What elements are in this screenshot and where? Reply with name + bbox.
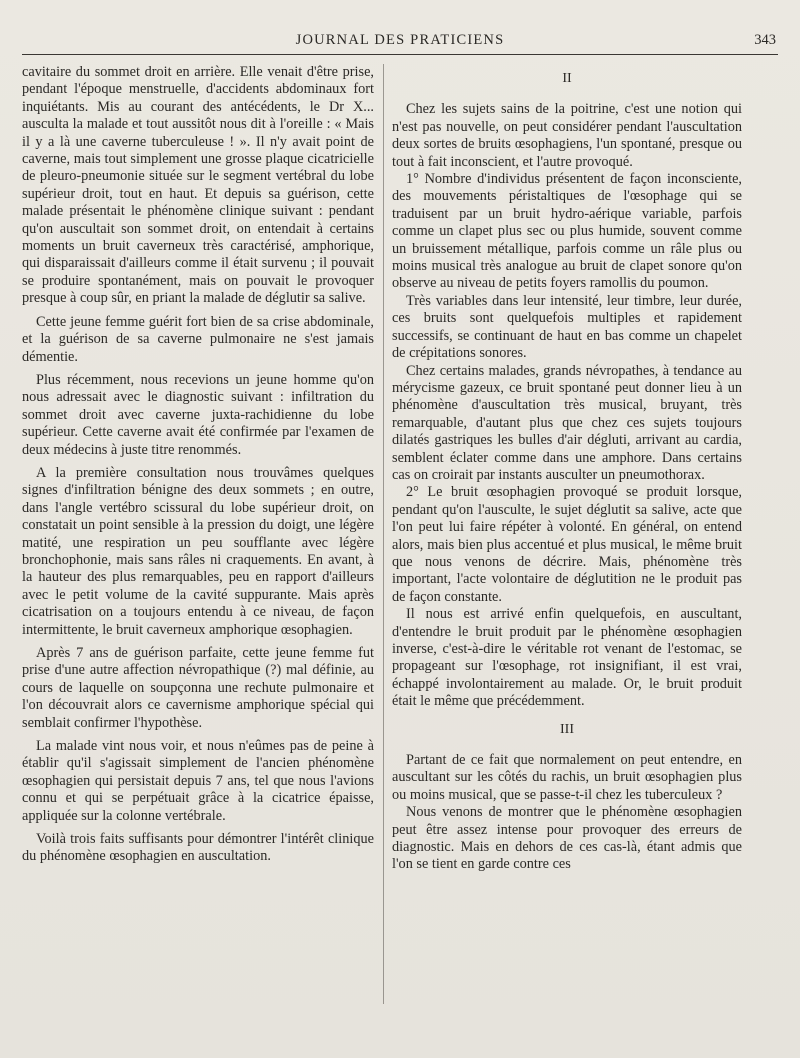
left-column xyxy=(22,64,374,872)
paragraph: 2° Le bruit œsophagien provoqué se produit lorsque, pendant qu'on l'ausculte, le sujet déglutit sa salive, acte que l'on peut lui faire répéter à volonté. En général, on entend alors, mais bien plus accentué et plus musical, le même bruit que nous venons de décrire. Mais, phénomène très important, l'acte volontaire de déglutition ne le produit pas de façon constante. xyxy=(392,484,742,605)
right-column xyxy=(392,64,742,874)
page-number: 343 xyxy=(754,32,776,48)
running-title: JOURNAL DES PRATICIENS xyxy=(295,32,505,48)
paragraph: Après 7 ans de guérison parfaite, cette jeune femme fut prise d'une autre affection névropathique (?) mal définie, au cours de laquelle on soupçonna une rechute pulmonaire et l'on découvrait alors ce cavernisme amphorique spécial qui semblait confirmer l'hypothèse. xyxy=(22,645,374,731)
paragraph: cavitaire du sommet droit en arrière. Elle venait d'être prise, pendant l'époque menstruelle, d'accidents abdominaux fort inquiétants. Mis au courant des antécédents, le Dr X... ausculta la malade et tout aussitôt nous dit à l'oreille : « Mais il y a là une caverne tuberculeuse ! ». Il n'y avait point de caverne, mais tout simplement une grosse plaque cicatricielle de pleuro-pneumonie située sur le segment vertébral du lobe supérieur droit, tout en haut. Et depuis sa guérison, cette malade présentait le phénomène clinique suivant : pendant qu'on auscultait son sommet droit, on entendait à certains moments un bruit caverneux très caractérisé, amphorique, qui disparaissait d'ailleurs comme il était survenu ; il pouvait se produire spontanément, mais on pouvait le provoquer presque à coup sûr, en priant la malade de déglutir sa salive. xyxy=(22,64,374,307)
paragraph: Il nous est arrivé enfin quelquefois, en auscultant, d'entendre le bruit produit par le phénomène œsophagien inverse, c'est-à-dire le véritable rot venant de l'estomac, se propageant sur l'œsophage, rot insignifiant, il est vrai, échappé involontairement au malade. Or, le bruit produit était le même que précédemment. xyxy=(392,606,742,710)
paragraph: Cette jeune femme guérit fort bien de sa crise abdominale, et la guérison de sa caverne pulmonaire ne s'est jamais démentie. xyxy=(22,313,374,365)
column-divider xyxy=(383,64,384,1004)
section-heading-ii: II xyxy=(562,71,572,86)
paragraph: Très variables dans leur intensité, leur timbre, leur durée, ces bruits sont quelquefois multiples et rapidement successifs, se continuant de haut en bas comme un chapelet de crépitations sonores. xyxy=(392,292,742,362)
paragraph: A la première consultation nous trouvâmes quelques signes d'infiltration bénigne des deux sommets ; en outre, dans l'angle vertébro scissural du lobe supérieur droit, on constatait un point sensible à la pression du doigt, une légère matité, une respiration un peu soufflante avec légère bronchophonie, mais sans râles ni craquements. En avant, à la hauteur des plus remarquables, peu en rapport d'ailleurs avec le petit volume de la cavité suppurante. Mais après cicatrisation on a toujours entendu à ce niveau, de façon intermittente, le bruit caverneux amphorique œsophagien. xyxy=(22,464,374,638)
paragraph: 1° Nombre d'individus présentent de façon inconsciente, des mouvements péristaltiques de l'œsophage qui se traduisent par un bruit hydro-aérique variable, parfois comme un clapet plus sec ou plus humide, souvent comme un bruissement métallique, parfois comme un râle plus ou moins musical très analogue au bruit de clapet sonore qu'on observe au niveau de petits foyers ramollis du poumon. xyxy=(392,171,742,292)
paragraph: Partant de ce fait que normalement on peut entendre, en auscultant sur les côtés du rachis, un bruit œsophagien plus ou moins musical, que se passe-t-il chez les tuberculeux ? xyxy=(392,752,742,803)
page-header xyxy=(22,26,778,55)
paragraph: Nous venons de montrer que le phénomène œsophagien peut être assez intense pour provoquer des erreurs de diagnostic. Mais en dehors de ces cas-là, étant admis que l'on se tient en garde contre ces xyxy=(392,804,742,873)
paragraph: Chez certains malades, grands névropathes, à tendance au mérycisme gazeux, ce bruit spontané peut donner lieu à un phénomène d'auscultation très musical, bruyant, très remarquable, d'autant plus que chez ces sujets toujours dilatés gastriques les bulles d'air dégluti, arrivant au cardia, semblent éclater comme dans une amphore. Dans certains cas on croirait par instants ausculter un pneumothorax. xyxy=(392,362,742,483)
paragraph: La malade vint nous voir, et nous n'eûmes pas de peine à établir qu'il s'agissait simplement de l'ancien phénomène œsophagien qui persistait depuis 7 ans, tel que nous l'avions connu et qui se perpétuait grâce à la cicatrice épaisse, appliquée sur la colonne vertébrale. xyxy=(22,738,374,824)
paragraph: Voilà trois faits suffisants pour démontrer l'intérêt clinique du phénomène œsophagien en auscultation. xyxy=(22,831,374,865)
section-heading-iii: III xyxy=(560,721,574,737)
paragraph: Chez les sujets sains de la poitrine, c'est une notion qui n'est pas nouvelle, on peut considérer pendant l'auscultation deux sortes de bruits œsophagiens, l'un spontané, presque ou tout à fait inconscient, et l'autre provoqué. xyxy=(392,101,742,170)
paragraph: Plus récemment, nous recevions un jeune homme qu'on nous adressait avec le diagnostic suivant : infiltration du sommet droit avec caverne juxta-rachidienne du lobe supérieur. Cette caverne avait été confirmée par l'examen de deux médecins à juste titre renommés. xyxy=(22,371,374,458)
